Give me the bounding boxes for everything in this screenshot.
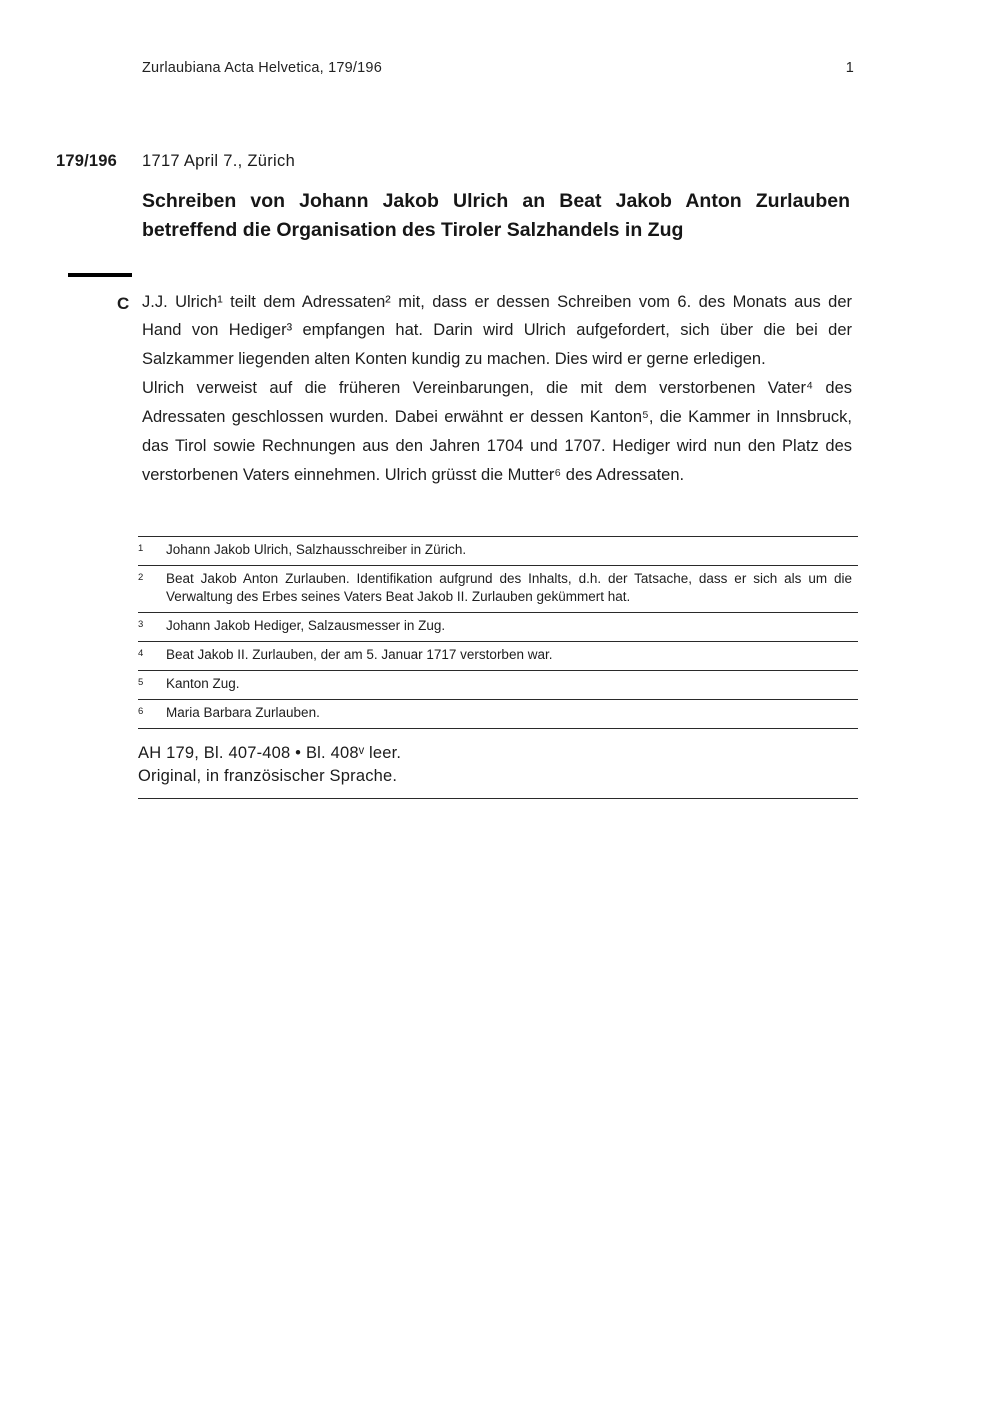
running-head <box>0 0 1000 76</box>
footnote-number: 1 <box>138 542 144 554</box>
footnote-3 <box>138 612 858 641</box>
footnote-number: 6 <box>138 705 144 717</box>
section-divider-rule <box>68 273 132 277</box>
footnote-text: Johann Jakob Ulrich, Salzhausschreiber in Zürich. <box>166 541 467 557</box>
summary-paragraph-2: Ulrich verweist auf die früheren Vereinbarungen, die mit dem verstorbenen Vater⁴ des Adressaten geschlossen wurden. Dabei erwähnt er dessen Kanton⁵, die Kammer in Innsbruck, das Tirol sowie Rechnungen aus den Jahren 1704 und 1707. Hediger wird nun den Platz des verstorbenen Vaters einnehmen. Ulrich grüsst die Mutter⁶ des Adressaten. <box>142 379 852 484</box>
footnote-list <box>138 536 858 729</box>
footnote-number: 5 <box>138 677 144 689</box>
entry-number: 179/196 <box>56 152 118 170</box>
footnote-number: 3 <box>138 619 144 631</box>
footnote-number: 4 <box>138 648 144 660</box>
footnote-4 <box>138 641 858 670</box>
footnote-2 <box>138 565 858 613</box>
source-reference <box>138 737 858 799</box>
source-line-1: AH 179, Bl. 407-408 • Bl. 408ᵛ leer. <box>138 743 402 762</box>
source-line-2: Original, in französischer Sprache. <box>138 767 398 786</box>
summary-type-marker: C <box>117 293 130 313</box>
footnote-text: Johann Jakob Hediger, Salzausmesser in Zug. <box>166 618 446 634</box>
footnote-1 <box>138 536 858 565</box>
footnote-text: Beat Jakob Anton Zurlauben. Identifikation aufgrund des Inhalts, d.h. der Tatsache, dass er sich als um die Verwaltung des Erbes seines Vaters Beat Jakob II. Zurlauben gekümmert hat. <box>166 570 852 605</box>
entry-summary <box>117 288 852 490</box>
footnote-number: 2 <box>138 571 144 583</box>
footnote-5 <box>138 670 858 699</box>
footnote-text: Maria Barbara Zurlauben. <box>166 704 320 720</box>
entry-heading-line <box>56 152 850 171</box>
entry-title: Schreiben von Johann Jakob Ulrich an Beat Jakob Anton Zurlauben betreffend die Organisation des Tiroler Salzhandels in Zug <box>142 190 850 242</box>
footnote-6 <box>138 699 858 728</box>
summary-paragraph-1: J.J. Ulrich¹ teilt dem Adressaten² mit, dass er dessen Schreiben vom 6. des Monats aus der Hand von Hediger³ empfangen hat. Darin wird Ulrich aufgefordert, sich über die bei der Salzkammer liegenden alten Konten kundig zu machen. Dies wird er gerne erledigen. <box>142 292 852 369</box>
footnote-text: Beat Jakob II. Zurlauben, der am 5. Januar 1717 verstorben war. <box>166 647 553 663</box>
page-number: 1 <box>845 60 854 76</box>
entry-dateline: 1717 April 7., Zürich <box>142 152 296 170</box>
running-head-title: Zurlaubiana Acta Helvetica, 179/196 <box>142 60 382 76</box>
footnote-text: Kanton Zug. <box>166 676 240 692</box>
